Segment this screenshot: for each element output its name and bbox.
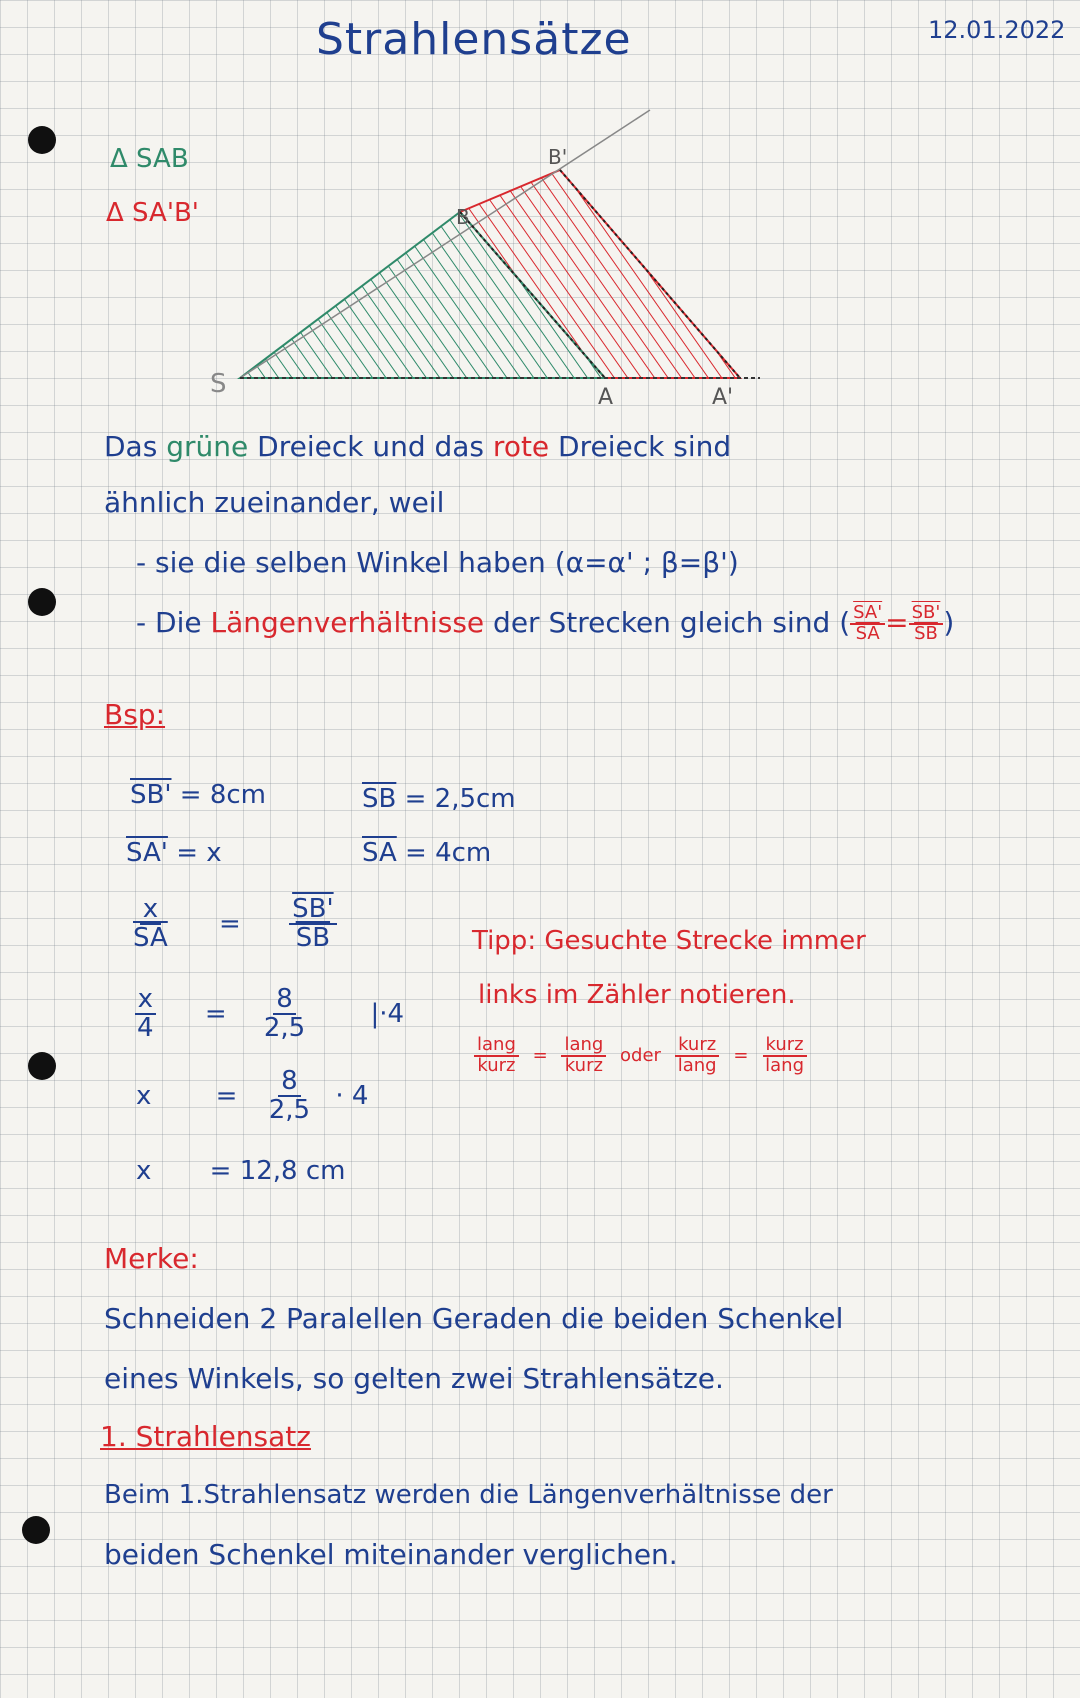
fraction-sa2-sa: $\frac{SA'}{SA}$ — [850, 604, 885, 644]
tip-fractions: $\frac{\text{lang}}{\text{kurz}}$ = $\frac{\text{lang}}{\text{kurz}}$ oder $\frac{\text{kurz}}{\text{lang}}$ = $\frac{\text{kurz}}{\text{lang}}$ — [474, 1036, 807, 1076]
given-sa: $\overline{SA} = 4cm$ — [362, 838, 492, 868]
example-label: Bsp: — [104, 698, 166, 731]
binder-hole-3 — [28, 1052, 56, 1080]
triangle-diagram — [0, 0, 1080, 420]
merke-heading: Merke: — [104, 1242, 199, 1275]
point-B: B — [456, 205, 470, 229]
date: 12.01.2022 — [928, 16, 1066, 44]
step-3: x = $\frac{8}{2,5}$ · 4 — [136, 1066, 369, 1126]
tip-line-1: Tipp: Gesuchte Strecke immer — [472, 926, 866, 956]
given-sa2: SA' = x — [126, 838, 222, 868]
point-A: A — [598, 385, 614, 410]
step-2: $\frac{x}{4}$ = $\frac{8}{2,5}$ |·4 — [134, 986, 404, 1043]
page-title: Strahlensätze — [316, 14, 632, 65]
intro-line-2: ähnlich zueinander, weil — [104, 486, 445, 519]
step-4: x = 12,8 cm — [136, 1156, 346, 1186]
merke-line-3: Beim 1.Strahlensatz werden die Längenverhältnisse der — [104, 1480, 833, 1510]
merke-line-4: beiden Schenkel miteinander verglichen. — [104, 1538, 678, 1571]
point-S: S — [210, 369, 227, 399]
step-1: $\frac{x}{SA}$ = $\frac{SB'}{SB}$ — [130, 896, 337, 953]
strahlensatz-heading: 1. Strahlensatz — [100, 1420, 311, 1453]
given-sb2: SB' = 8cm — [130, 780, 266, 810]
intro-bullet-1: - sie die selben Winkel haben (α=α' ; β=β') — [136, 546, 739, 579]
point-A2: A' — [712, 385, 734, 410]
point-B2: B' — [548, 145, 568, 169]
tip-line-2: links im Zähler notieren. — [478, 980, 796, 1010]
binder-hole-2 — [28, 588, 56, 616]
red-triangle-label: Δ SA'B' — [106, 198, 199, 228]
merke-line-2: eines Winkels, so gelten zwei Strahlensätze. — [104, 1362, 724, 1395]
merke-line-1: Schneiden 2 Paralellen Geraden die beiden Schenkel — [104, 1302, 844, 1335]
intro-bullet-2: - Die Längenverhältnisse der Strecken gleich sind ( $\frac{SA'}{SA}$ = $\frac{SB'}{SB}$ ) — [136, 602, 955, 644]
green-triangle-label: Δ SAB — [110, 144, 189, 174]
given-sb: $\overline{SB} = 2,5cm$ — [362, 784, 516, 814]
binder-hole-4 — [22, 1516, 50, 1544]
intro-line-1: Das grüne Dreieck und das rote Dreieck sind — [104, 430, 732, 463]
fraction-sb2-sb: $\frac{SB'}{SB}$ — [909, 604, 944, 644]
